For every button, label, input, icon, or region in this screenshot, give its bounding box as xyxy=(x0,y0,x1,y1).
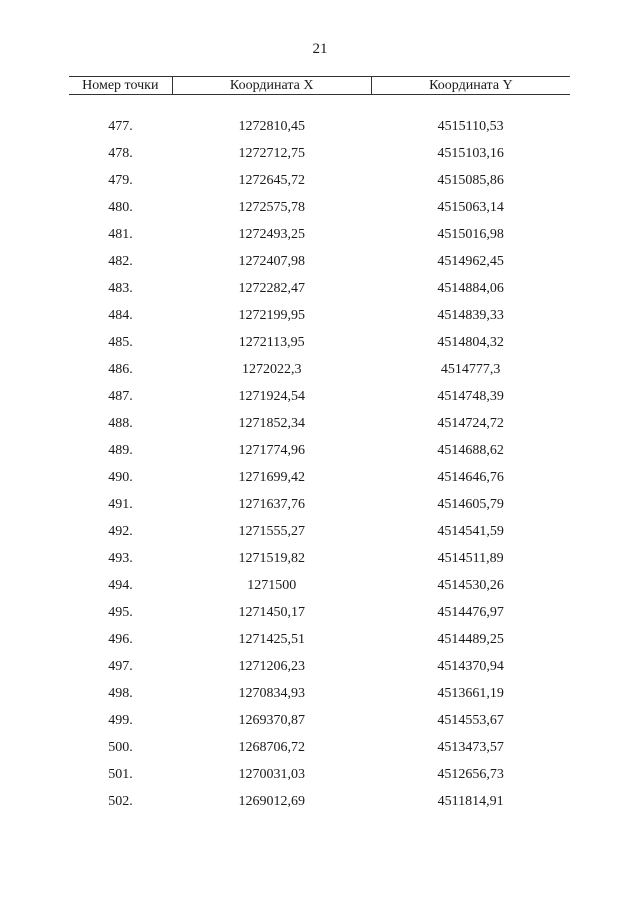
header-coordinate-x: Координата X xyxy=(172,77,371,95)
table-body xyxy=(69,95,570,816)
point-number-cell: 495. xyxy=(108,605,133,620)
coordinate-y-cell: 4514476,97 xyxy=(437,605,504,620)
table-row xyxy=(69,653,570,680)
table-row xyxy=(69,167,570,194)
coordinate-y-cell: 4514804,32 xyxy=(437,335,504,350)
table-row xyxy=(69,194,570,221)
coordinate-y-cell: 4512656,73 xyxy=(437,767,504,782)
coordinate-x-cell: 1272022,3 xyxy=(241,362,302,377)
coordinate-x-cell: 1271852,34 xyxy=(238,416,305,431)
table-row xyxy=(69,572,570,599)
table-row xyxy=(69,302,570,329)
table-row xyxy=(69,275,570,302)
point-number-cell: 491. xyxy=(108,497,133,512)
coordinate-x-cell: 1270834,93 xyxy=(238,686,305,701)
point-number-cell: 500. xyxy=(108,740,133,755)
coordinate-y-cell: 4514839,33 xyxy=(437,308,504,323)
point-number-cell: 502. xyxy=(108,794,133,809)
coordinate-x-cell: 1272712,75 xyxy=(238,146,305,161)
table-row xyxy=(69,140,570,167)
coordinate-x-cell: 1271555,27 xyxy=(238,524,305,539)
coordinate-y-cell: 4514530,26 xyxy=(437,578,504,593)
coordinate-y-cell: 4514724,72 xyxy=(437,416,504,431)
point-number-cell: 479. xyxy=(108,173,133,188)
point-number-cell: 486. xyxy=(108,362,133,377)
point-number-cell: 478. xyxy=(108,146,133,161)
table-row xyxy=(69,518,570,545)
point-number-cell: 494. xyxy=(108,578,133,593)
point-number-cell: 493. xyxy=(108,551,133,566)
coordinate-y-cell: 4514605,79 xyxy=(437,497,504,512)
coordinate-y-cell: 4514748,39 xyxy=(437,389,504,404)
table-header-row xyxy=(69,77,570,95)
coordinate-y-cell: 4515110,53 xyxy=(437,119,504,134)
coordinate-y-cell: 4515063,14 xyxy=(437,200,504,215)
table-row xyxy=(69,761,570,788)
coordinate-y-cell: 4515103,16 xyxy=(437,146,504,161)
coordinate-x-cell: 1272282,47 xyxy=(238,281,305,296)
coordinate-y-cell: 4514489,25 xyxy=(437,632,504,647)
coordinate-x-cell: 1269370,87 xyxy=(238,713,305,728)
coordinate-y-cell: 4514777,3 xyxy=(440,362,501,377)
table-row xyxy=(69,545,570,572)
coordinate-x-cell: 1268706,72 xyxy=(238,740,305,755)
point-number-cell: 483. xyxy=(108,281,133,296)
point-number-cell: 498. xyxy=(108,686,133,701)
coordinate-y-cell: 4514962,45 xyxy=(437,254,504,269)
table-row xyxy=(69,113,570,140)
coordinate-y-cell: 4511814,91 xyxy=(437,794,504,809)
coordinate-x-cell: 1272113,95 xyxy=(238,335,305,350)
header-point-number: Номер точки xyxy=(69,77,172,95)
coordinate-y-cell: 4514541,59 xyxy=(437,524,504,539)
table-row xyxy=(69,680,570,707)
coordinate-x-cell: 1269012,69 xyxy=(238,794,305,809)
table-row xyxy=(69,707,570,734)
coordinate-y-cell: 4514884,06 xyxy=(437,281,504,296)
point-number-cell: 484. xyxy=(108,308,133,323)
table-row xyxy=(69,383,570,410)
point-number-cell: 481. xyxy=(108,227,133,242)
coordinate-x-cell: 1272810,45 xyxy=(238,119,305,134)
coordinate-x-cell: 1271774,96 xyxy=(238,443,305,458)
coordinate-x-cell: 1271450,17 xyxy=(238,605,305,620)
table-row xyxy=(69,464,570,491)
coordinate-y-cell: 4514688,62 xyxy=(437,443,504,458)
coordinate-y-cell: 4513473,57 xyxy=(437,740,504,755)
coordinate-x-cell: 1271425,51 xyxy=(238,632,305,647)
table-row xyxy=(69,734,570,761)
table-row xyxy=(69,788,570,815)
coordinate-x-cell: 1272575,78 xyxy=(238,200,305,215)
spacer-cell xyxy=(69,95,570,114)
table-row xyxy=(69,437,570,464)
point-number-cell: 501. xyxy=(108,767,133,782)
point-number-cell: 489. xyxy=(108,443,133,458)
coordinate-y-cell: 4515016,98 xyxy=(437,227,504,242)
table-row xyxy=(69,599,570,626)
header-coordinate-y: Координата Y xyxy=(371,77,570,95)
point-number-cell: 490. xyxy=(108,470,133,485)
coordinate-x-cell: 1271206,23 xyxy=(238,659,305,674)
coordinate-x-cell: 1272645,72 xyxy=(238,173,305,188)
coordinate-y-cell: 4514370,94 xyxy=(437,659,504,674)
point-number-cell: 480. xyxy=(108,200,133,215)
coordinate-y-cell: 4515085,86 xyxy=(437,173,504,188)
point-number-cell: 499. xyxy=(108,713,133,728)
table-row xyxy=(69,626,570,653)
point-number-cell: 482. xyxy=(108,254,133,269)
point-number-cell: 497. xyxy=(108,659,133,674)
point-number-cell: 488. xyxy=(108,416,133,431)
coordinate-x-cell: 1272407,98 xyxy=(238,254,305,269)
coordinates-table xyxy=(69,76,570,815)
coordinate-y-cell: 4514646,76 xyxy=(437,470,504,485)
coordinate-x-cell: 1271699,42 xyxy=(238,470,305,485)
table-row xyxy=(69,356,570,383)
coordinate-x-cell: 1272493,25 xyxy=(238,227,305,242)
table-row xyxy=(69,221,570,248)
coordinate-y-cell: 4514511,89 xyxy=(437,551,504,566)
coordinate-x-cell: 1271637,76 xyxy=(238,497,305,512)
table-row xyxy=(69,329,570,356)
table-spacer-row xyxy=(69,95,570,114)
point-number-cell: 485. xyxy=(108,335,133,350)
point-number-cell: 496. xyxy=(108,632,133,647)
table-row xyxy=(69,248,570,275)
coordinate-x-cell: 1272199,95 xyxy=(238,308,305,323)
coordinate-x-cell: 1270031,03 xyxy=(238,767,305,782)
coordinate-x-cell: 1271519,82 xyxy=(238,551,305,566)
coordinate-y-cell: 4513661,19 xyxy=(437,686,504,701)
point-number-cell: 492. xyxy=(108,524,133,539)
table-row xyxy=(69,491,570,518)
point-number-cell: 477. xyxy=(108,119,133,134)
page-number: 21 xyxy=(312,41,328,57)
coordinate-x-cell: 1271500 xyxy=(247,578,297,593)
coordinate-y-cell: 4514553,67 xyxy=(437,713,504,728)
point-number-cell: 487. xyxy=(108,389,133,404)
table-row xyxy=(69,410,570,437)
coordinate-x-cell: 1271924,54 xyxy=(238,389,305,404)
